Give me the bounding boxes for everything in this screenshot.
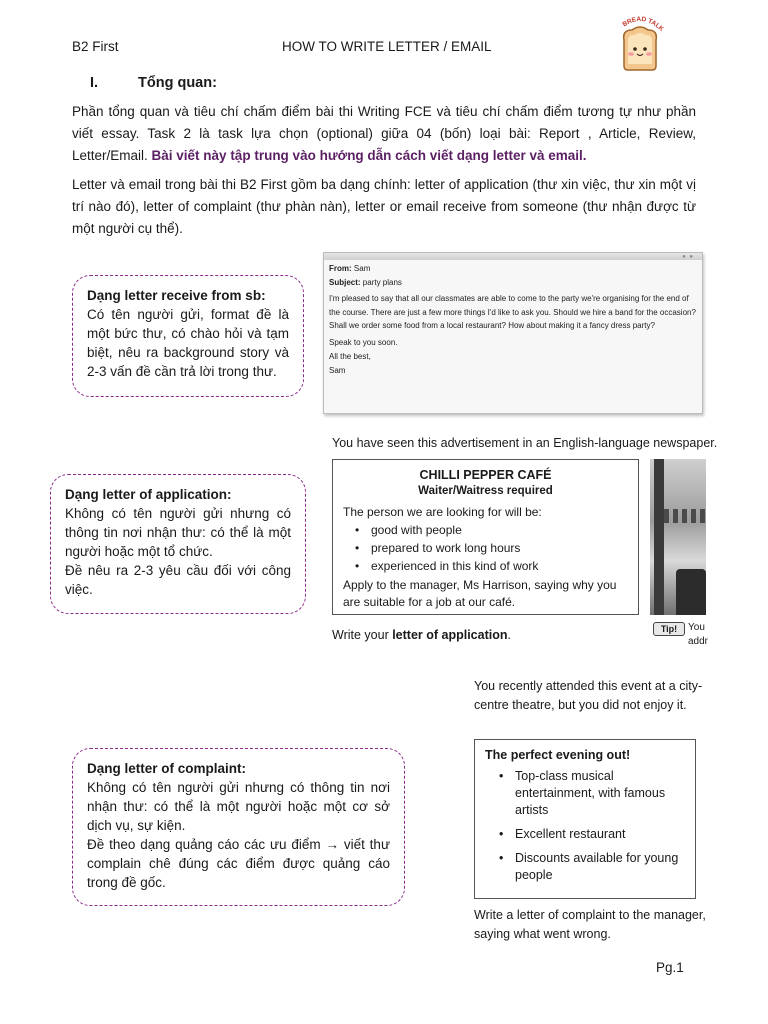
- email-message: I'm pleased to say that all our classmates are able to come to the party we're organising for the end of the course. There are just a few more things I'd like to ask you. Should we hire a band for the occasion? Shall we order some food from a local restaurant? How about making it a fancy dress party?: [329, 294, 696, 330]
- complaint-event-box: [474, 739, 696, 899]
- email-signature: Sam: [329, 365, 346, 375]
- advert-looking: The person we are looking for will be:: [343, 505, 542, 519]
- advert-name: CHILLI PEPPER CAFÉ: [419, 468, 552, 482]
- cafe-photo: [650, 459, 706, 615]
- section-heading: [90, 75, 217, 91]
- advert-requirements: [371, 521, 628, 575]
- list-item: • prepared to work long hours: [371, 539, 628, 557]
- list-item: • good with people: [371, 521, 628, 539]
- email-closing-1: Speak to you soon.: [329, 337, 398, 347]
- intro-paragraph: [72, 101, 696, 167]
- section-number: I.: [90, 75, 99, 91]
- callout-receive: [72, 275, 304, 397]
- email-closing-2: All the best,: [329, 351, 371, 361]
- list-item: • Discounts available for young people: [515, 850, 685, 884]
- callout-application: [50, 474, 306, 614]
- tip-badge: Tip!: [653, 622, 685, 636]
- window-dots-icon: ● ●: [682, 254, 694, 260]
- intro-text: Phần tổng quan và tiêu chí chấm điểm bài thi Writing FCE và tiêu chí chấm điểm tương tự như phần viết essay. Task 2 là task lựa chọn (optional) giữa 04 (bốn) loại bài: Report , Article, Review, Letter/Email.: [72, 104, 696, 163]
- write-application-instruction: Write your letter of application.: [332, 628, 511, 642]
- header-course: B2 First: [72, 39, 119, 54]
- email-from: From: Sam: [329, 264, 371, 273]
- intro-emphasis: Bài viết này tập trung vào hướng dẫn cách viết dạng letter và email.: [151, 148, 587, 163]
- email-titlebar: [324, 253, 702, 260]
- email-subject: Subject: party plans: [329, 278, 402, 287]
- list-item: • Excellent restaurant: [515, 826, 685, 843]
- callout-application-line2: Đề nêu ra 2-3 yêu cầu đối với công việc.: [65, 563, 291, 597]
- callout-receive-body: Có tên người gửi, format đề là một bức thư, có chào hỏi và tạm biệt, nêu ra background story và 2-3 vấn đề cần trả lời trong thư.: [87, 307, 289, 379]
- advert-intro: You have seen this advertisement in an English-language newspaper.: [332, 436, 718, 450]
- complaint-intro: You recently attended this event at a city-centre theatre, but you did not enjoy it.: [474, 679, 703, 712]
- email-example: [323, 252, 703, 414]
- callout-complaint-title: Dạng letter of complaint:: [87, 761, 247, 776]
- arrow-right-icon: →: [325, 837, 339, 852]
- page-number: Pg.1: [656, 960, 684, 975]
- advert-position: Waiter/Waitress required: [418, 485, 553, 497]
- complaint-event-title: The perfect evening out!: [485, 748, 631, 762]
- callout-complaint-line2: Đề theo dạng quảng cáo các ưu điểm → viết thư complain chê đúng các điểm được quảng cáo trong đề gốc.: [87, 837, 390, 890]
- callout-complaint: [72, 748, 405, 906]
- advert-box: [332, 459, 639, 615]
- header-title: HOW TO WRITE LETTER / EMAIL: [282, 39, 492, 54]
- types-paragraph: Letter và email trong bài thi B2 First gồm ba dạng chính: letter of application (thư xin việc, thư xin một vị trí nào đó), letter of complaint (thư phàn nàn), letter or email receive from someone (thư nhận được từ một người cụ thể).: [72, 177, 696, 236]
- section-title: Tổng quan:: [138, 75, 217, 91]
- complaint-write-instruction: Write a letter of complaint to the manager, saying what went wrong.: [474, 908, 706, 941]
- tip-text: You addr: [688, 622, 708, 647]
- list-item: • Top-class musical entertainment, with famous artists: [515, 768, 685, 819]
- callout-receive-title: Dạng letter receive from sb:: [87, 288, 266, 303]
- list-item: • experienced in this kind of work: [371, 557, 628, 575]
- advert-apply: Apply to the manager, Ms Harrison, saying why you are suitable for a job at our café.: [343, 578, 617, 609]
- complaint-event-list: [515, 768, 685, 884]
- bread-talks-logo: [612, 14, 668, 74]
- logo-text: BREAD TALK: [621, 15, 665, 33]
- callout-application-title: Dạng letter of application:: [65, 487, 232, 502]
- callout-application-line1: Không có tên người gửi nhưng có thông tin nơi nhận thư: có thể là một người hoặc một tổ chức.: [65, 506, 291, 559]
- callout-complaint-line1: Không có tên người gửi nhưng có thông tin nơi nhận thư: có thể là một người hoặc một cơ sở dịch vụ, sự kiện.: [87, 780, 390, 833]
